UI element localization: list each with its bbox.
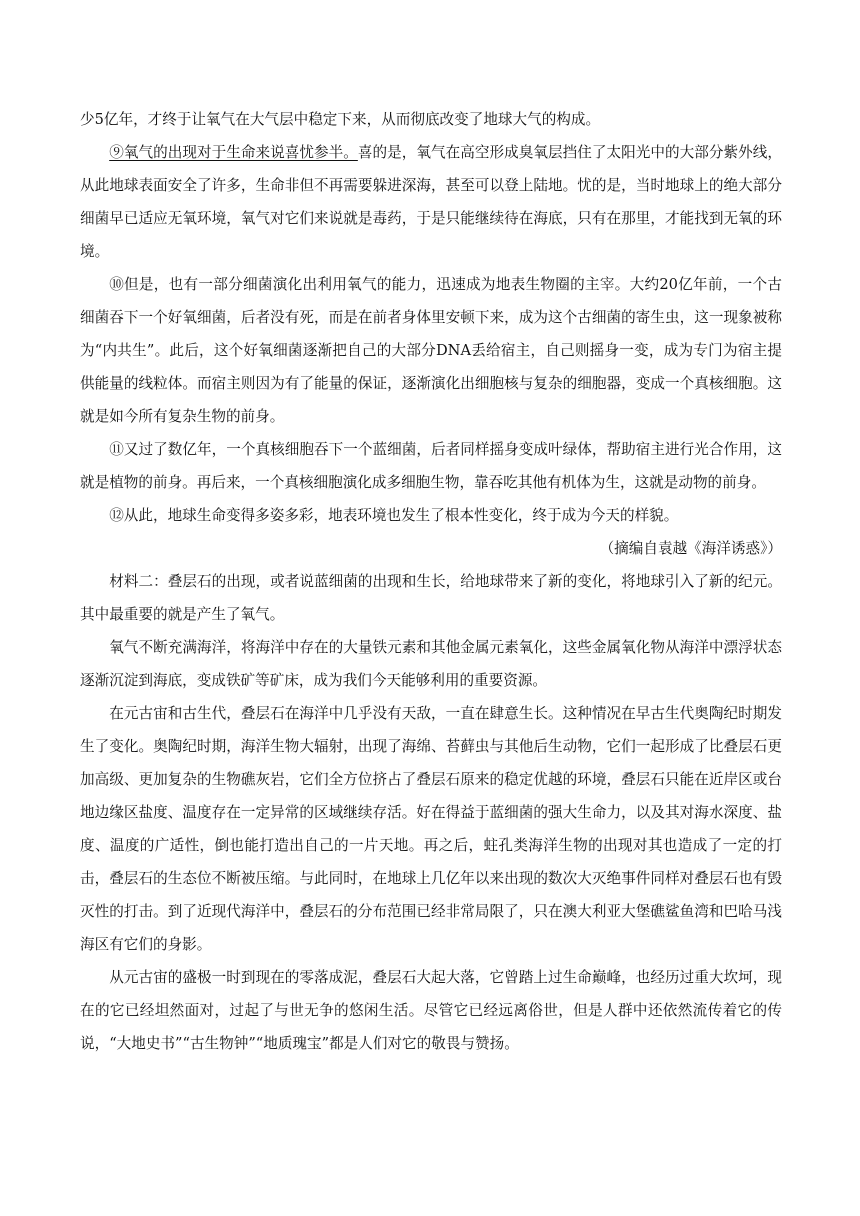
material-2-paragraph-4: 从元古宙的盛极一时到现在的零落成泥，叠层石大起大落，它曾踏上过生命巅峰，也经历过重大坎坷，现在的它已经坦然面对，过起了与世无争的悠闲生活。尽管它已经远离俗世，但是人群中还依然流传着它的传说，“大地史书”“古生物钟”“地质瑰宝”都是人们对它的敬畏与赞扬。 (80, 969, 782, 1052)
underlined-sentence: ⑨氧气的出现对于生命来说喜忧参半。 (109, 144, 358, 161)
material-2-paragraph-2: 氧气不断充满海洋，将海洋中存在的大量铁元素和其他金属元素氧化，这些金属氧化物从海洋中漂浮状态逐渐沉淀到海底，变成铁矿等矿床，成为我们今天能够利用的重要资源。 (80, 639, 782, 689)
paragraph-continued: 少5亿年，才终于让氧气在大气层中稳定下来，从而彻底改变了地球大气的构成。 (80, 111, 601, 128)
material-2-intro: 材料二：叠层石的出现，或者说蓝细菌的出现和生长，给地球带来了新的变化，将地球引入了新的纪元。其中最重要的就是产生了氧气。 (80, 573, 782, 623)
document-body (80, 103, 782, 1060)
paragraph-10: ⑩但是，也有一部分细菌演化出利用氧气的能力，迅速成为地表生物圈的主宰。大约20亿年前，一个古细菌吞下一个好氧细菌，后者没有死，而是在前者身体里安顿下来，成为这个古细菌的寄生虫，这一现象被称为“内共生”。此后，这个好氧细菌逐渐把自己的大部分DNA丢给宿主，自己则摇身一变，成为专门为宿主提供能量的线粒体。而宿主则因为有了能量的保证，逐渐演化出细胞核与复杂的细胞器，变成一个真核细胞。这就是如今所有复杂生物的前身。 (80, 276, 782, 425)
source-citation: （摘编自袁越《海洋诱惑》） (599, 540, 782, 557)
material-2-paragraph-3: 在元古宙和古生代，叠层石在海洋中几乎没有天敌，一直在肆意生长。这种情况在早古生代奥陶纪时期发生了变化。奥陶纪时期，海洋生物大辐射，出现了海绵、苔藓虫与其他后生动物，它们一起形成了比叠层石更加高级、更加复杂的生物礁灰岩，它们全方位挤占了叠层石原来的稳定优越的环境，叠层石只能在近岸区或台地边缘区盐度、温度存在一定异常的区域继续存活。好在得益于蓝细菌的强大生命力，以及其对海水深度、盐度、温度的广适性，倒也能打造出自己的一片天地。再之后，蛀孔类海洋生物的出现对其也造成了一定的打击，叠层石的生态位不断被压缩。与此同时，在地球上几亿年以来出现的数次大灭绝事件同样对叠层石也有毁灭性的打击。到了近现代海洋中，叠层石的分布范围已经非常局限了，只在澳大利亚大堡礁鲨鱼湾和巴哈马浅海区有它们的身影。 (80, 705, 782, 953)
paragraph-11: ⑪又过了数亿年，一个真核细胞吞下一个蓝细菌，后者同样摇身变成叶绿体，帮助宿主进行光合作用，这就是植物的前身。再后来，一个真核细胞演化成多细胞生物，靠吞吃其他有机体为生，这就是动物的前身。 (80, 441, 782, 491)
paragraph-9-rest: 喜的是，氧气在高空形成臭氧层挡住了太阳光中的大部分紫外线，从此地球表面安全了许多，生命非但不再需要躲进深海，甚至可以登上陆地。忧的是，当时地球上的绝大部分细菌早已适应无氧环境，氧气对它们来说就是毒药，于是只能继续待在海底，只有在那里，才能找到无氧的环境。 (80, 144, 782, 260)
paragraph-9 (80, 136, 782, 268)
paragraph-12: ⑫从此，地球生命变得多姿多彩，地表环境也发生了根本性变化，终于成为今天的样貌。 (109, 507, 679, 524)
